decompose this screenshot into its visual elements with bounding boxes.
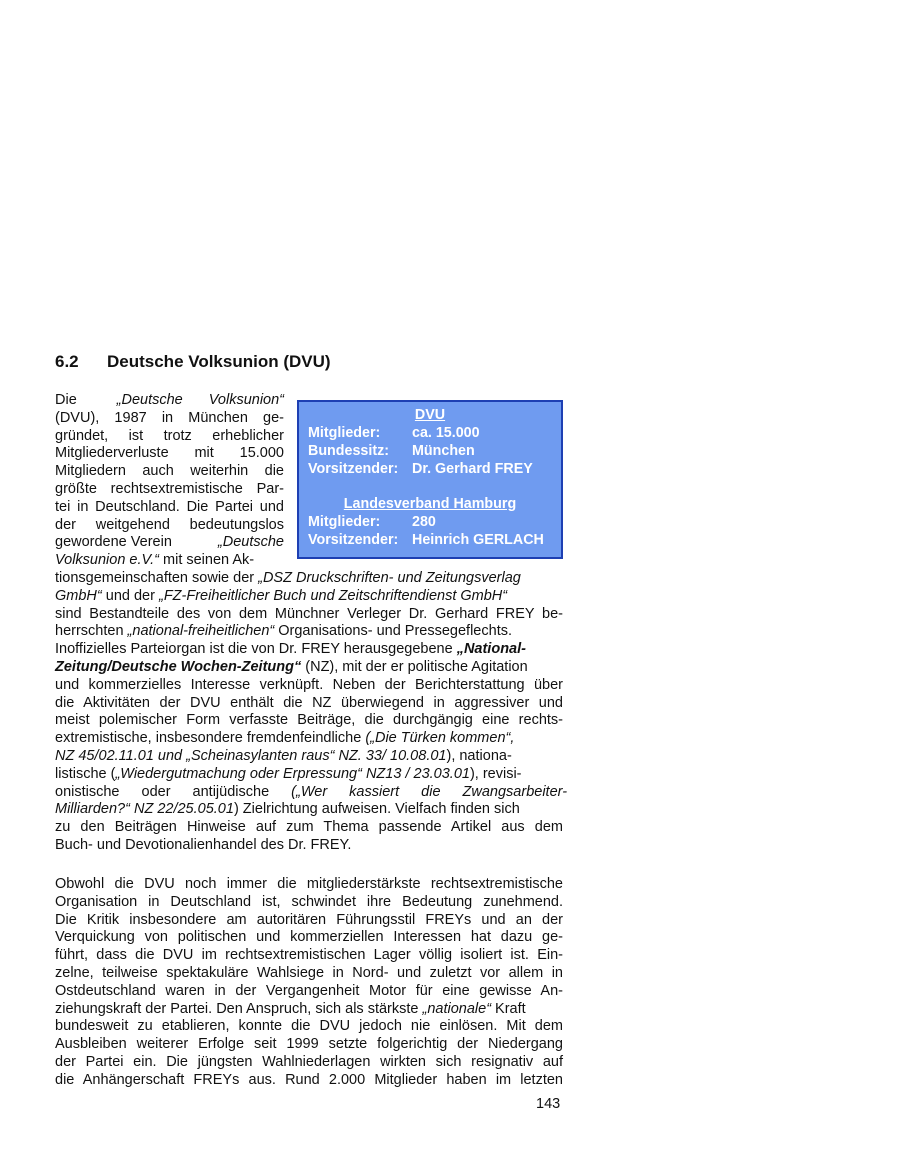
text-line: (DVU), 1987 in München ge-	[55, 409, 284, 426]
infobox-key: Mitglieder:	[308, 514, 381, 530]
text-line: Obwohl die DVU noch immer die mitgliederstärkste rechtsextremistische	[55, 876, 563, 892]
text-line: zu den Beiträgen Hinweise auf zum Thema passende Artikel aus dem	[55, 819, 563, 836]
infobox-value: ca. 15.000	[412, 425, 480, 441]
text-line: meist polemischer Form verfasste Beiträge, die durchgängig eine rechts-	[55, 712, 563, 729]
dvu-info-box	[297, 400, 563, 559]
paragraph-1-full	[55, 570, 568, 855]
text-line: zelne, teilweise spektakuläre Wahlsiege in Nord- und zuletzt vor allem in	[55, 964, 563, 981]
text-line: Mitgliederverluste mit 15.000	[55, 445, 284, 462]
text-line: Die Kritik insbesondere am autoritären Führungsstil FREYs und an der	[55, 911, 563, 928]
text-line: Zeitung/Deutsche Wochen-Zeitung“ (NZ), mit der er politische Agitation	[55, 658, 528, 675]
text-line: onistische oder antijüdische („Wer kassiert die Zwangsarbeiter-	[55, 783, 568, 800]
text-line: Buch- und Devotionalienhandel des Dr. FREY.	[55, 836, 352, 853]
infobox-key: Vorsitzender:	[308, 461, 399, 477]
section-number: 6.2	[55, 352, 79, 371]
paragraph-2	[55, 876, 563, 1090]
infobox-title: DVU	[414, 407, 446, 423]
text-line: tei in Deutschland. Die Partei und	[55, 498, 284, 515]
infobox-value: Dr. Gerhard FREY	[412, 461, 533, 477]
text-line: Die „Deutsche Volksunion“	[55, 392, 284, 408]
infobox-key: Vorsitzender:	[308, 532, 399, 548]
text-line: der Partei ein. Die jüngsten Wahlniederlagen wirkten sich resignativ auf	[55, 1053, 563, 1070]
text-line: Volksunion e.V.“ mit seinen Ak-	[55, 552, 255, 569]
infobox-key: Bundessitz:	[308, 443, 390, 459]
infobox-value: Heinrich GERLACH	[412, 532, 544, 548]
text-line: Inoffizielles Parteiorgan ist die von Dr. FREY herausgegebene „National-	[55, 641, 526, 658]
page-number: 143	[536, 1096, 561, 1112]
text-line: die Anhängerschaft FREYs aus. Rund 2.000 Mitglieder haben im letzten	[55, 1071, 563, 1088]
text-line: größte rechtsextremistische Par-	[55, 480, 284, 497]
section-title: Deutsche Volksunion (DVU)	[107, 352, 331, 371]
text-line: tionsgemeinschaften sowie der „DSZ Druckschriften- und Zeitungsverlag	[55, 570, 521, 586]
text-line: gewordene Verein „Deutsche	[55, 534, 284, 551]
text-line: ziehungskraft der Partei. Den Anspruch, sich als stärkste „nationale“ Kraft	[55, 1000, 526, 1017]
text-line: extremistische, insbesondere fremdenfeindliche („Die Türken kommen“,	[55, 730, 515, 747]
text-line: Milliarden?“ NZ 22/25.05.01) Zielrichtung aufweisen. Vielfach finden sich	[55, 801, 520, 818]
infobox-subtitle: Landesverband Hamburg	[343, 496, 517, 512]
text-line: führt, dass die DVU im rechtsextremistischen Lager völlig isoliert ist. Ein-	[55, 947, 563, 964]
text-line: und kommerzielles Interesse verknüpft. Neben der Berichterstattung über	[55, 676, 563, 693]
section-heading	[55, 352, 331, 372]
text-line: bundesweit zu etablieren, konnte die DVU jedoch nie einlösen. Mit dem	[55, 1018, 563, 1035]
text-line: der weitgehend bedeutungslos	[55, 516, 284, 533]
text-line: die Aktivitäten der DVU enthält die NZ überwiegend in aggressiver und	[55, 694, 563, 711]
text-line: Verquickung von politischen und kommerziellen Interessen hat dazu ge-	[55, 929, 563, 946]
text-line: sind Bestandteile des von dem Münchner Verleger Dr. Gerhard FREY be-	[55, 605, 563, 622]
text-line: Organisation in Deutschland ist, schwindet ihre Bedeutung zunehmend.	[55, 893, 563, 910]
text-line: Ausbleiben weiterer Erfolge seit 1999 setzte folgerichtig der Niedergang	[55, 1036, 563, 1053]
text-line: Mitgliedern auch weiterhin die	[55, 463, 284, 480]
infobox-value: 280	[412, 514, 436, 530]
paragraph-1-wrapped	[55, 392, 284, 570]
infobox-key: Mitglieder:	[308, 425, 381, 441]
infobox-value: München	[412, 443, 475, 459]
text-line: NZ 45/02.11.01 und „Scheinasylanten raus“ NZ. 33/ 10.08.01), nationa-	[55, 747, 512, 764]
text-line: gründet, ist trotz erheblicher	[55, 427, 284, 444]
text-line: Ostdeutschland waren in der Vergangenheit Motor für eine gewisse An-	[55, 982, 563, 999]
text-line: GmbH“ und der „FZ-Freiheitlicher Buch und Zeitschriftendienst GmbH“	[55, 587, 508, 604]
text-line: listische („Wiedergutmachung oder Erpressung“ NZ13 / 23.03.01), revisi-	[55, 765, 522, 782]
text-line: herrschten „national-freiheitlichen“ Organisations- und Pressegeflechts.	[55, 623, 512, 640]
